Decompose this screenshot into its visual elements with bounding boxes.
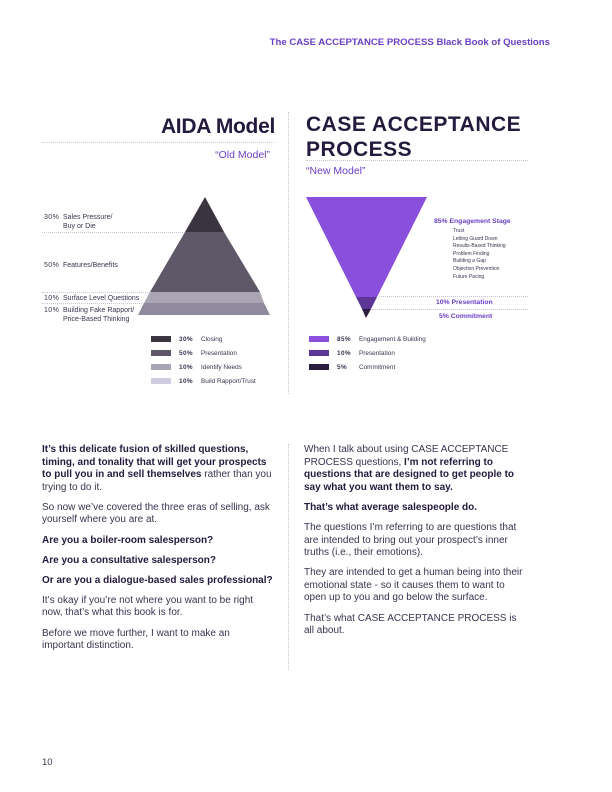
- paragraph: They are intended to get a human being into their emotional state - so it causes them to want to open up to you and go below the surface.: [304, 567, 523, 604]
- legend-item: 10% Identify Needs: [151, 364, 242, 372]
- pyramid-label: 30% Sales Pressure/ Buy or Die: [44, 214, 113, 230]
- funnel-segment-engagement: [306, 197, 427, 297]
- question: Are you a boiler-room salesperson?: [42, 534, 214, 546]
- legend-item: 10% Presentation: [309, 350, 395, 358]
- cap-subtitle: “New Model”: [306, 165, 366, 177]
- commitment-label: 5% Commitment: [439, 313, 493, 320]
- cap-title: CASE ACCEPTANCE PROCESS: [306, 113, 522, 161]
- legend-swatch: [309, 350, 329, 356]
- legend-swatch: [309, 336, 329, 342]
- engagement-stage-title: 85% Engagement Stage: [434, 218, 511, 225]
- pyramid-label: 10% Surface Level Questions: [44, 295, 140, 302]
- paragraph: That’s what average salespeople do.: [304, 501, 478, 513]
- pyramid-label: 10% Building Fake Rapport/ Price-Based Thinking: [44, 307, 135, 323]
- paragraph: So now we’ve covered the three eras of selling, ask yourself where you are at.: [42, 501, 270, 526]
- question: Or are you a dialogue-based sales professional?: [42, 574, 273, 586]
- funnel-segment-presentation: [356, 297, 377, 309]
- leader-line: [379, 296, 528, 297]
- legend-item: 85% Engagement & Building: [309, 336, 426, 344]
- legend-item: 5% Commitment: [309, 364, 395, 372]
- legend-item: 10% Build Rapport/Trust: [151, 378, 256, 386]
- aida-subtitle: “Old Model”: [215, 149, 270, 161]
- paragraph: It’s this delicate fusion of skilled questions, timing, and tonality that will get your prospects to pull you in and sell themselves rather than you trying to do it.: [42, 444, 272, 493]
- running-header: The CASE ACCEPTANCE PROCESS Black Book of Questions: [269, 37, 550, 48]
- funnel-segment-commitment: [362, 309, 371, 318]
- right-column: [304, 444, 526, 645]
- paragraph: It’s okay if you’re not where you want to be right now, that’s what this book is for.: [42, 594, 254, 619]
- paragraph: When I talk about using CASE ACCEPTANCE PROCESS questions, I’m not referring to questions that are designed to get people to say what you want them to say.: [304, 444, 515, 493]
- question: Are you a consultative salesperson?: [42, 554, 216, 566]
- left-column: [42, 444, 274, 660]
- legend-item: 30% Closing: [151, 336, 222, 344]
- legend-swatch: [309, 364, 329, 370]
- engagement-stage-list: Trust Letting Guard Down Results-Based Thinking Problem Finding Building a Gap Objection Prevention Future Pacing: [453, 228, 506, 280]
- paragraph: The questions I’m referring to are questions that are intended to bring out your prospect’s inner truths (i.e., their emotions).: [304, 521, 517, 559]
- column-divider: [288, 444, 289, 670]
- pyramid-label: 50% Features/Benefits: [44, 262, 118, 269]
- presentation-label: 10% Presentation: [436, 299, 493, 306]
- leader-line: [372, 309, 528, 310]
- legend-item: 50% Presentation: [151, 350, 237, 358]
- paragraph: Before we move further, I want to make an important distinction.: [42, 627, 230, 652]
- paragraph: That’s what CASE ACCEPTANCE PROCESS is all about.: [304, 612, 517, 637]
- page-number: 10: [42, 757, 53, 768]
- aida-title: AIDA Model: [160, 115, 275, 138]
